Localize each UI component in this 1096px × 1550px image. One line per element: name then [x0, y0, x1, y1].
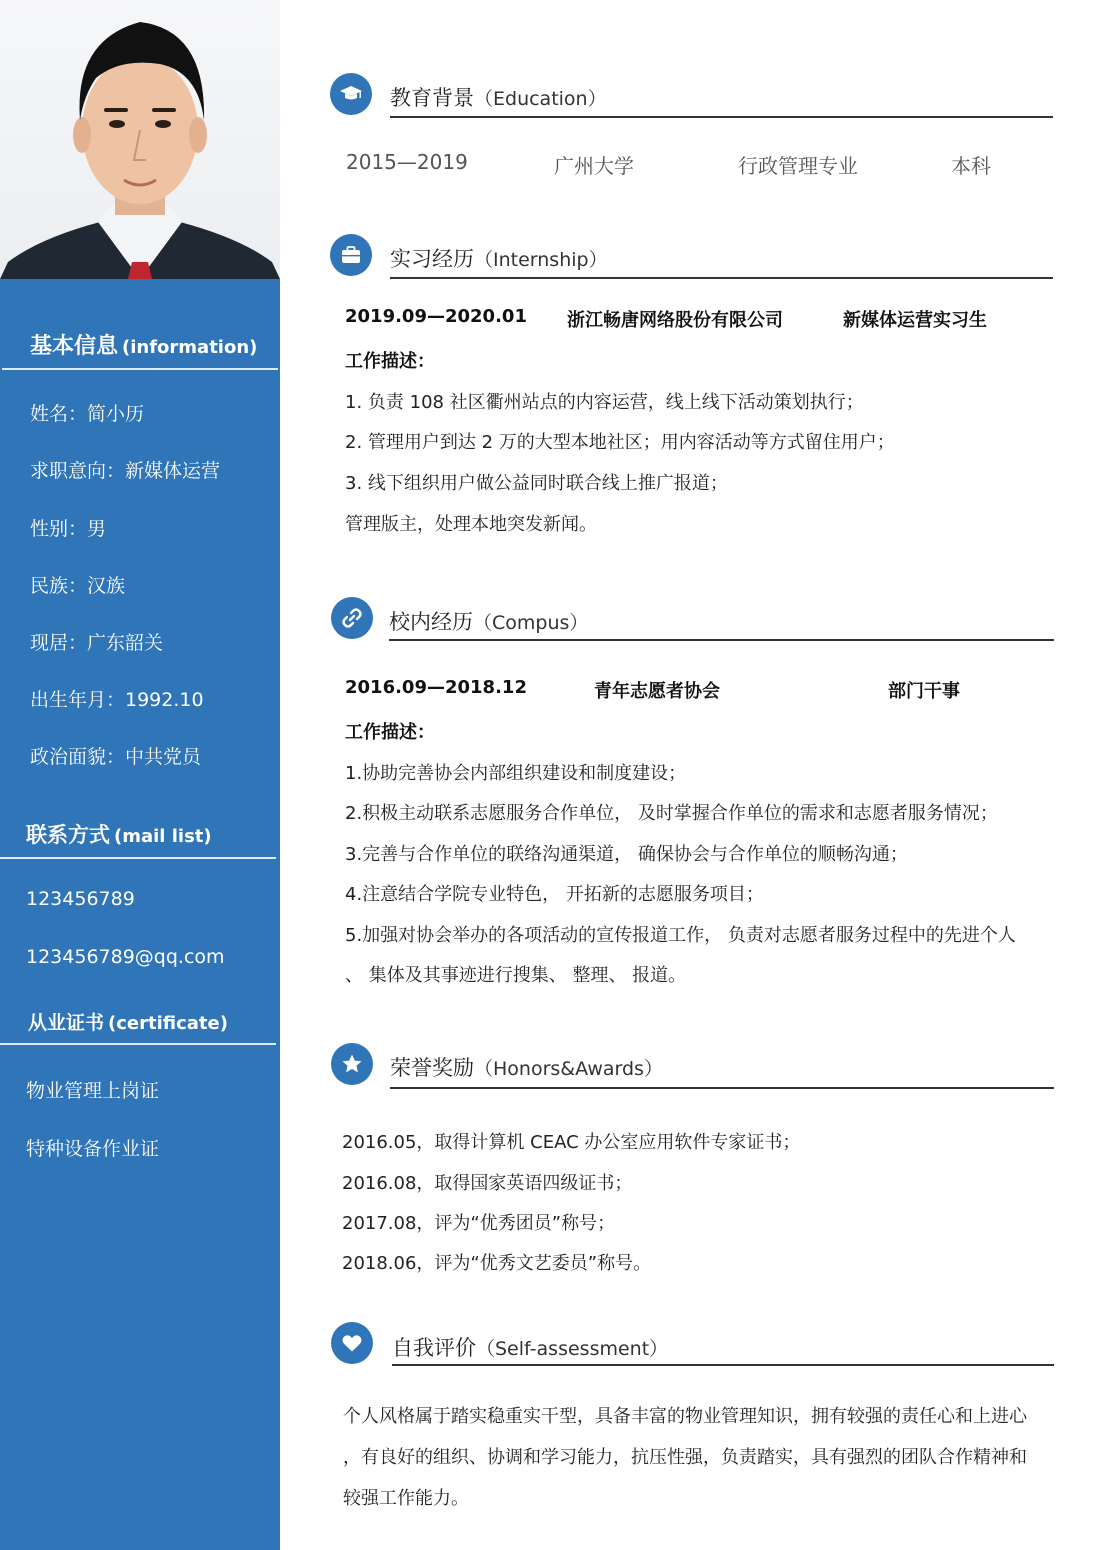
link-icon	[331, 597, 373, 639]
honors-divider	[390, 1087, 1054, 1089]
heart-icon	[331, 1322, 373, 1364]
education-school: 广州大学	[554, 154, 634, 178]
internship-company: 浙江畅唐网络股份有限公司	[567, 310, 783, 331]
education-degree: 本科	[951, 154, 991, 178]
campus-role: 部门干事	[888, 681, 960, 702]
campus-title	[389, 606, 588, 636]
star-icon	[331, 1043, 373, 1085]
info-gender: 性别：男	[30, 518, 107, 540]
self-line-1: 个人风格属于踏实稳重实干型，具备丰富的物业管理知识，拥有较强的责任心和上进心	[343, 1406, 1027, 1427]
info-heading-label: 基本信息	[30, 334, 119, 359]
honors-title	[390, 1052, 663, 1082]
cert-special-equipment: 特种设备作业证	[26, 1138, 160, 1160]
contact-heading	[0, 819, 276, 859]
internship-title	[390, 243, 608, 273]
honors-title-label: 荣誉奖励	[390, 1056, 474, 1080]
internship-line-3: 3. 线下组织用户做公益同时联合线上推广报道；	[345, 473, 728, 494]
info-heading	[2, 329, 278, 370]
honors-title-en: （Honors&Awards）	[474, 1058, 663, 1080]
honors-line-1: 2016.05，取得计算机 CEAC 办公室应用软件专家证书；	[342, 1132, 801, 1153]
self-divider	[392, 1364, 1054, 1366]
sidebar	[0, 279, 280, 1550]
internship-line-4: 管理版主，处理本地突发新闻。	[345, 514, 597, 535]
info-political-status: 政治面貌：中共党员	[30, 746, 202, 768]
cert-heading	[0, 1008, 276, 1045]
internship-line-1: 1. 负责 108 社区衢州站点的内容运营，线上线下活动策划执行；	[345, 392, 864, 413]
campus-line-6: 、 集体及其事迹进行搜集、 整理、 报道。	[345, 965, 687, 986]
self-title-label: 自我评价	[392, 1336, 476, 1360]
internship-desc-label: 工作描述：	[345, 351, 435, 372]
contact-email: 123456789@qq.com	[26, 946, 225, 968]
campus-title-label: 校内经历	[389, 610, 473, 634]
campus-line-5: 5.加强对协会举办的各项活动的宣传报道工作， 负责对志愿者服务过程中的先进个人	[345, 925, 1016, 946]
internship-title-label: 实习经历	[390, 247, 474, 271]
info-job-intention: 求职意向：新媒体运营	[30, 460, 221, 482]
internship-role: 新媒体运营实习生	[843, 310, 987, 331]
cert-heading-label: 从业证书	[28, 1012, 105, 1034]
self-title	[392, 1332, 668, 1362]
education-title-label: 教育背景	[390, 86, 474, 110]
graduation-cap-icon	[330, 73, 372, 115]
briefcase-icon	[330, 234, 372, 276]
self-title-en: （Self-assessment）	[476, 1338, 669, 1360]
campus-desc-label: 工作描述：	[345, 722, 435, 743]
info-heading-sub: (information)	[122, 337, 258, 358]
internship-line-2: 2. 管理用户到达 2 万的大型本地社区；用内容活动等方式留住用户；	[345, 432, 895, 453]
info-ethnicity: 民族：汉族	[30, 575, 126, 597]
info-birth: 出生年月：1992.10	[30, 689, 204, 711]
education-years: 2015—2019	[346, 150, 468, 174]
campus-org: 青年志愿者协会	[594, 681, 720, 702]
honors-line-2: 2016.08，取得国家英语四级证书；	[342, 1173, 633, 1194]
internship-title-en: （Internship）	[474, 249, 608, 271]
info-residence: 现居：广东韶关	[30, 632, 164, 654]
campus-title-en: （Compus）	[473, 612, 589, 634]
education-major: 行政管理专业	[738, 154, 858, 178]
honors-line-4: 2018.06，评为“优秀文艺委员”称号。	[342, 1253, 652, 1274]
honors-line-3: 2017.08，评为“优秀团员”称号；	[342, 1213, 616, 1234]
info-name: 姓名：简小历	[30, 403, 145, 425]
education-divider	[390, 116, 1053, 118]
campus-line-2: 2.积极主动联系志愿服务合作单位， 及时掌握合作单位的需求和志愿者服务情况；	[345, 803, 998, 824]
campus-period: 2016.09—2018.12	[345, 677, 527, 698]
self-line-2: ，有良好的组织、协调和学习能力，抗压性强，负责踏实，具有强烈的团队合作精神和	[343, 1447, 1027, 1468]
campus-line-3: 3.完善与合作单位的联络沟通渠道， 确保协会与合作单位的顺畅沟通；	[345, 844, 908, 865]
contact-phone: 123456789	[26, 888, 135, 910]
education-title	[390, 82, 607, 112]
profile-photo	[0, 0, 280, 279]
internship-period: 2019.09—2020.01	[345, 306, 527, 327]
campus-line-4: 4.注意结合学院专业特色， 开拓新的志愿服务项目；	[345, 884, 764, 905]
campus-divider	[389, 639, 1054, 641]
campus-line-1: 1.协助完善协会内部组织建设和制度建设；	[345, 763, 687, 784]
contact-heading-label: 联系方式	[26, 823, 110, 847]
internship-divider	[390, 277, 1053, 279]
cert-heading-sub: (certificate)	[108, 1013, 228, 1034]
contact-heading-sub: (mail list)	[114, 826, 212, 847]
cert-property-management: 物业管理上岗证	[26, 1080, 160, 1102]
self-line-3: 较强工作能力。	[343, 1488, 469, 1509]
education-title-en: （Education）	[474, 88, 607, 110]
